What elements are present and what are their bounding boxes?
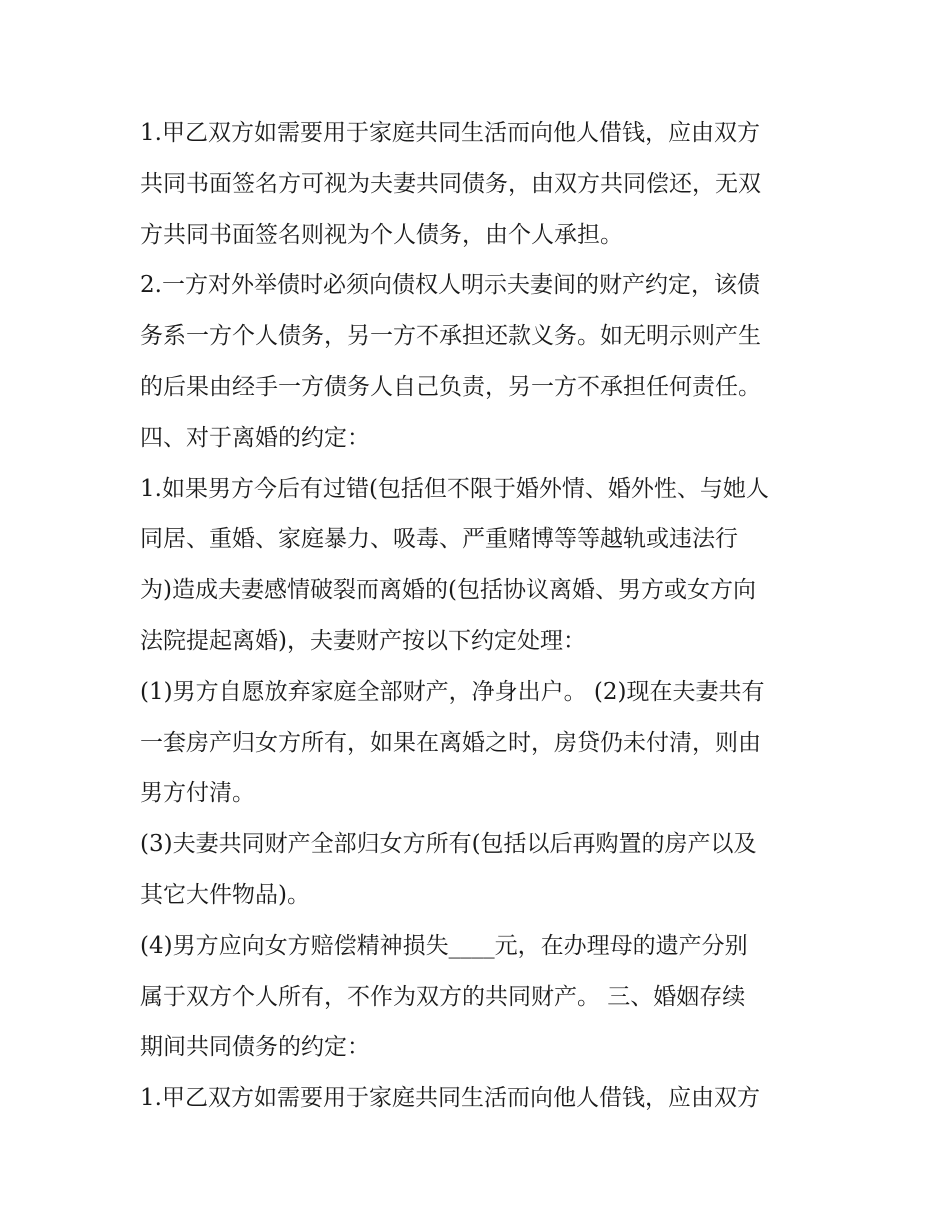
text-line: 2.一方对外举债时必须向债权人明示夫妻间的财产约定，该债 [140,272,760,299]
text-line: 属于双方个人所有，不作为双方的共同财产。 三、婚姻存续 [140,983,746,1010]
text-line: 男方付清。 [140,780,255,807]
text-line: 方共同书面签名则视为个人债务，由个人承担。 [140,221,623,248]
text-line: 1.甲乙双方如需要用于家庭共同生活而向他人借钱，应由双方 [140,120,760,146]
section-heading: 四、对于离婚的约定： [140,424,370,451]
text-line: 共同书面签名方可视为夫妻共同债务，由双方共同偿还，无双 [140,170,761,197]
text-line: 期间共同债务的约定： [140,1034,370,1061]
text-line: 同居、重婚、家庭暴力、吸毒、严重赌博等等越轨或违法行 [140,526,738,553]
text-line: 1.甲乙双方如需要用于家庭共同生活而向他人借钱，应由双方 [140,1085,760,1112]
text-line: 务系一方个人债务，另一方不承担还款义务。如无明示则产生 [140,323,761,350]
text-line: 其它大件物品)。 [140,881,310,908]
text-line: 1.如果男方今后有过错(包括但不限于婚外情、婚外性、与她人 [140,475,769,502]
text-line: 法院提起离婚)，夫妻财产按以下约定处理： [140,627,586,654]
document-body [140,108,820,1124]
text-line: (3)夫妻共同财产全部归女方所有(包括以后再购置的房产以及 [140,831,757,858]
text-line: 的后果由经手一方债务人自己负责，另一方不承担任何责任。 [140,373,761,400]
text-line: 一套房产归女方所有，如果在离婚之时，房贷仍未付清，则由 [140,729,761,756]
text-line: 为)造成夫妻感情破裂而离婚的(包括协议离婚、男方或女方向 [140,577,756,604]
text-line: (1)男方自愿放弃家庭全部财产，净身出户。 (2)现在夫妻共有 [140,678,765,705]
text-line: (4)男方应向女方赔偿精神损失____元，在办理母的遗产分别 [140,932,748,959]
